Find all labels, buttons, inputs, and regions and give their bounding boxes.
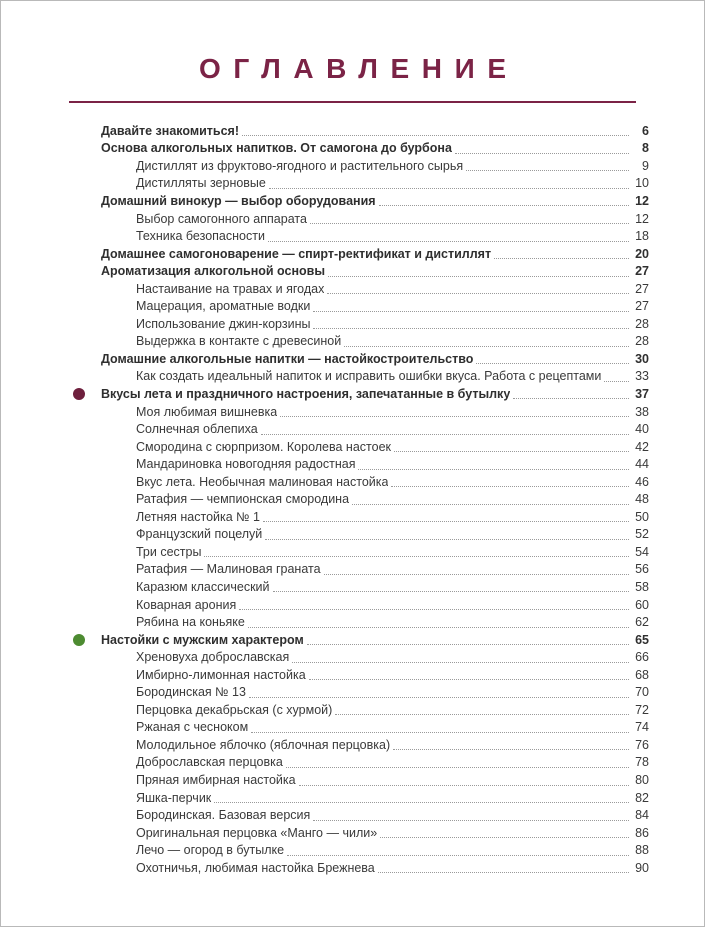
toc-entry-label: Вкус лета. Необычная малиновая настойка — [136, 474, 389, 489]
toc-entry-label: Как создать идеальный напиток и исправить ошибки вкуса. Работа с рецептами — [136, 369, 602, 384]
toc-entry — [101, 438, 649, 456]
toc-entry-label: Молодильное яблочко (яблочная перцовка) — [136, 737, 391, 752]
section-bullet-red-icon — [73, 388, 85, 400]
toc-entry-page: 78 — [635, 755, 649, 770]
dotted-leader — [380, 827, 629, 838]
toc-entry — [101, 473, 649, 491]
toc-entry-page: 33 — [635, 369, 649, 384]
toc-entry-label: Летняя настойка № 1 — [136, 509, 261, 524]
dotted-leader — [204, 546, 629, 557]
toc-entry-page: 62 — [635, 615, 649, 630]
dotted-leader — [393, 739, 629, 750]
toc-entry-page: 52 — [635, 527, 649, 542]
toc-entry — [101, 315, 649, 333]
toc-entry-label: Мацерация, ароматные водки — [136, 299, 311, 314]
dotted-leader — [214, 792, 629, 803]
toc-entry-label: Давайте знакомиться! — [101, 123, 239, 138]
section-bullet-green-icon — [73, 634, 85, 646]
toc-entry-label: Бородинская № 13 — [136, 685, 246, 700]
toc-entry-label: Ржаная с чесноком — [136, 720, 249, 735]
toc-entry — [101, 631, 649, 649]
toc-entry-page: 44 — [635, 457, 649, 472]
dotted-leader — [251, 722, 629, 733]
toc-entry-page: 70 — [635, 685, 649, 700]
toc-entry-label: Бородинская. Базовая версия — [136, 808, 311, 823]
toc-entry-page: 42 — [635, 439, 649, 454]
dotted-leader — [292, 652, 629, 663]
toc-entry-page: 6 — [642, 123, 649, 138]
toc-entry — [101, 297, 649, 315]
toc-entry — [101, 350, 649, 368]
dotted-leader — [261, 424, 629, 435]
toc-entry — [101, 192, 649, 210]
dotted-leader — [286, 757, 629, 768]
toc-entry-page: 27 — [635, 299, 649, 314]
toc-entry-label: Хреновуха доброславская — [136, 650, 290, 665]
toc-entry-page: 10 — [635, 176, 649, 191]
dotted-leader — [328, 266, 629, 277]
toc-entry — [101, 227, 649, 245]
toc-entry — [101, 122, 649, 140]
dotted-leader — [378, 862, 629, 873]
dotted-leader — [242, 125, 629, 136]
toc-entry-page: 68 — [635, 667, 649, 682]
toc-entry-label: Перцовка декабрьская (с хурмой) — [136, 702, 333, 717]
toc-entry-page: 66 — [635, 650, 649, 665]
toc-entry-page: 76 — [635, 737, 649, 752]
toc-entry-page: 65 — [635, 632, 649, 647]
toc-entry-page: 72 — [635, 702, 649, 717]
toc-entry-page: 54 — [635, 544, 649, 559]
toc-entry-label: Охотничья, любимая настойка Брежнева — [136, 860, 375, 875]
toc-entry — [101, 701, 649, 719]
dotted-leader — [280, 406, 629, 417]
toc-entry — [101, 666, 649, 684]
toc-entry — [101, 613, 649, 631]
toc-entry-label: Ратафия — Малиновая граната — [136, 562, 321, 577]
toc-entry-label: Смородина с сюрпризом. Королева настоек — [136, 439, 391, 454]
toc-entry — [101, 824, 649, 842]
toc-entry — [101, 385, 649, 403]
dotted-leader — [299, 775, 629, 786]
toc-entry-page: 58 — [635, 579, 649, 594]
dotted-leader — [313, 810, 629, 821]
toc-entry-label: Солнечная облепиха — [136, 422, 258, 437]
dotted-leader — [455, 143, 629, 154]
dotted-leader — [239, 599, 629, 610]
toc-entry-label: Домашние алкогольные напитки — настойкостроительство — [101, 351, 474, 366]
toc-entry-label: Каразюм классический — [136, 579, 270, 594]
toc-entry-label: Моя любимая вишневка — [136, 404, 278, 419]
toc-entry-page: 84 — [635, 808, 649, 823]
toc-entry — [101, 526, 649, 544]
toc-entry-page: 12 — [635, 193, 649, 208]
toc-entry-page: 88 — [635, 843, 649, 858]
dotted-leader — [513, 388, 629, 399]
toc-entry — [101, 175, 649, 193]
toc-entry — [101, 578, 649, 596]
toc-entry-page: 30 — [635, 351, 649, 366]
toc-entry-page: 37 — [635, 386, 649, 401]
dotted-leader — [344, 336, 629, 347]
toc-entry — [101, 841, 649, 859]
toc-entry-page: 82 — [635, 790, 649, 805]
dotted-leader — [604, 371, 629, 382]
dotted-leader — [335, 704, 629, 715]
toc-entry-label: Выдержка в контакте с древесиной — [136, 334, 342, 349]
toc-entry — [101, 859, 649, 877]
dotted-leader — [476, 353, 629, 364]
dotted-leader — [358, 459, 629, 470]
toc-entry-label: Ароматизация алкогольной основы — [101, 264, 326, 279]
toc-entry-label: Техника безопасности — [136, 229, 265, 244]
toc-list — [1, 122, 704, 877]
toc-entry-page: 60 — [635, 597, 649, 612]
toc-entry-label: Ратафия — чемпионская смородина — [136, 492, 350, 507]
toc-entry — [101, 490, 649, 508]
dotted-leader — [324, 564, 629, 575]
toc-entry — [101, 210, 649, 228]
toc-entry-label: Домашнее самогоноварение — спирт-ректификат и дистиллят — [101, 246, 492, 261]
dotted-leader — [313, 301, 629, 312]
toc-entry-page: 86 — [635, 825, 649, 840]
toc-entry — [101, 245, 649, 263]
toc-entry-page: 40 — [635, 422, 649, 437]
toc-entry-label: Дистилляты зерновые — [136, 176, 266, 191]
toc-entry — [101, 280, 649, 298]
dotted-leader — [268, 231, 629, 242]
toc-entry-label: Мандариновка новогодняя радостная — [136, 457, 356, 472]
toc-entry — [101, 368, 649, 386]
dotted-leader — [248, 617, 629, 628]
dotted-leader — [269, 178, 629, 189]
toc-entry — [101, 684, 649, 702]
toc-entry-label: Настойки с мужским характером — [101, 632, 304, 647]
toc-entry-label: Французский поцелуй — [136, 527, 263, 542]
toc-entry-page: 56 — [635, 562, 649, 577]
toc-entry-label: Рябина на коньяке — [136, 615, 245, 630]
dotted-leader — [263, 511, 629, 522]
toc-entry-label: Пряная имбирная настойка — [136, 773, 296, 787]
title-divider — [69, 101, 636, 103]
toc-entry — [101, 719, 649, 737]
dotted-leader — [287, 845, 629, 856]
toc-entry-page: 12 — [635, 211, 649, 226]
toc-entry — [101, 508, 649, 526]
toc-entry — [101, 543, 649, 561]
toc-entry-label: Оригинальная перцовка «Манго — чили» — [136, 825, 378, 840]
toc-entry — [101, 648, 649, 666]
toc-entry — [101, 596, 649, 614]
toc-entry-page: 8 — [642, 141, 649, 156]
dotted-leader — [391, 476, 629, 487]
dotted-leader — [310, 213, 629, 224]
toc-entry — [101, 736, 649, 754]
toc-entry-label: Лечо — огород в бутылке — [136, 843, 285, 858]
page-title: ОГЛАВЛЕНИЕ — [198, 53, 519, 84]
toc-entry — [101, 754, 649, 772]
toc-entry-page: 27 — [635, 264, 649, 279]
dotted-leader — [352, 494, 629, 505]
toc-entry — [101, 403, 649, 421]
dotted-leader — [309, 669, 629, 680]
toc-entry-page: 50 — [635, 509, 649, 524]
toc-entry-label: Три сестры — [136, 544, 202, 559]
dotted-leader — [494, 248, 629, 259]
toc-entry-page: 48 — [635, 492, 649, 507]
toc-entry-page: 27 — [635, 281, 649, 296]
toc-entry-page: 80 — [635, 773, 649, 787]
toc-entry — [101, 140, 649, 158]
toc-entry — [101, 420, 649, 438]
dotted-leader — [313, 318, 629, 329]
toc-entry-label: Дистиллят из фруктово-ягодного и растительного сырья — [136, 158, 464, 173]
toc-entry-label: Доброславская перцовка — [136, 755, 283, 770]
toc-entry-label: Настаивание на травах и ягодах — [136, 281, 325, 296]
toc-entry — [101, 262, 649, 280]
toc-entry-page: 28 — [635, 334, 649, 349]
toc-entry — [101, 157, 649, 175]
toc-entry — [101, 333, 649, 351]
toc-entry-label: Основа алкогольных напитков. От самогона до бурбона — [101, 141, 452, 156]
toc-entry-label: Домашний винокур — выбор оборудования — [101, 193, 376, 208]
toc-entry-label: Яшка-перчик — [136, 790, 212, 805]
toc-entry-page: 38 — [635, 404, 649, 419]
toc-entry-label: Вкусы лета и праздничного настроения, запечатанные в бутылку — [101, 386, 511, 401]
toc-entry — [101, 561, 649, 579]
toc-entry-page: 74 — [635, 720, 649, 735]
toc-entry — [101, 806, 649, 824]
toc-entry — [101, 789, 649, 807]
dotted-leader — [379, 195, 629, 206]
toc-entry-label: Имбирно-лимонная настойка — [136, 667, 306, 682]
toc-entry — [101, 455, 649, 473]
toc-entry-page: 9 — [642, 158, 649, 173]
toc-entry-label: Коварная арония — [136, 597, 237, 612]
toc-entry-page: 18 — [635, 229, 649, 244]
toc-entry-page: 46 — [635, 474, 649, 489]
dotted-leader — [394, 441, 629, 452]
toc-entry-page: 90 — [635, 860, 649, 875]
toc-entry-label: Выбор самогонного аппарата — [136, 211, 307, 226]
dotted-leader — [307, 634, 629, 645]
dotted-leader — [265, 529, 629, 540]
dotted-leader — [249, 687, 629, 698]
toc-entry — [101, 771, 649, 789]
toc-entry-label: Использование джин-корзины — [136, 316, 311, 331]
dotted-leader — [466, 160, 629, 171]
dotted-leader — [273, 581, 629, 592]
toc-entry-page: 28 — [635, 316, 649, 331]
toc-entry-page: 20 — [635, 246, 649, 261]
dotted-leader — [327, 283, 629, 294]
